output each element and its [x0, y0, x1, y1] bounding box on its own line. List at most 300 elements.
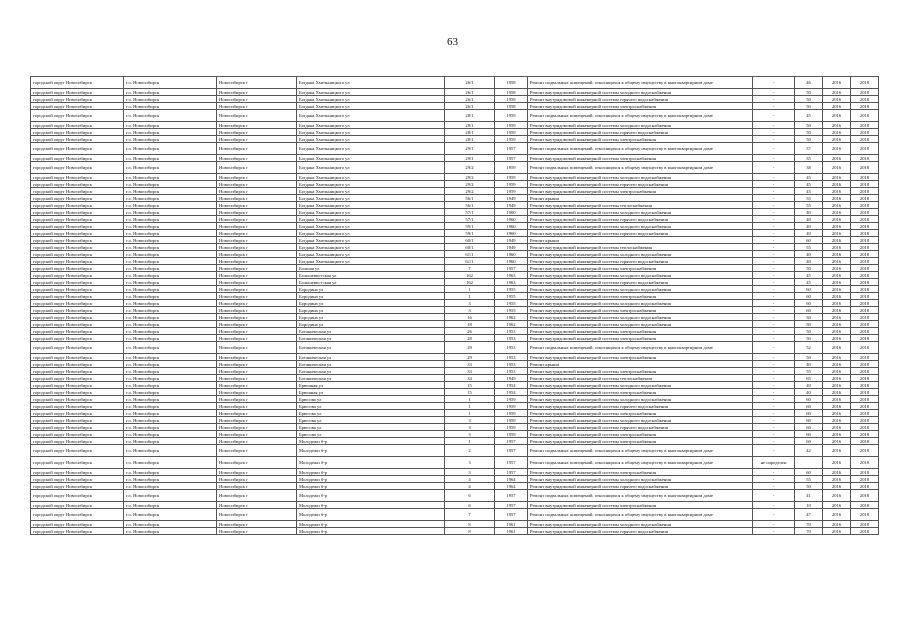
cell-start-year: 2016 [823, 445, 851, 457]
cell-street: Молодежи б-р [297, 521, 445, 528]
cell-locality: Новосибирск г [217, 209, 297, 216]
cell-district: городской округ Новосибирск [31, 300, 124, 307]
cell-end-year: 2018 [851, 424, 879, 431]
cell-street: Ботаническая ул [297, 335, 445, 342]
cell-price: 60 [795, 417, 823, 424]
cell-municipality: г.о. Новосибирск [124, 410, 217, 417]
cell-locality: Новосибирск г [217, 354, 297, 361]
cell-year: 1957 [495, 265, 528, 272]
cell-district: городской округ Новосибирск [31, 77, 124, 89]
cell-year: 1959 [495, 410, 528, 417]
table-row [31, 417, 879, 424]
cell-end-year: 2018 [851, 195, 879, 202]
cell-year: 1960 [495, 223, 528, 230]
cell-end-year: 2018 [851, 143, 879, 155]
cell-municipality: г.о. Новосибирск [124, 136, 217, 143]
cell-units: - [753, 368, 795, 375]
cell-street: Богдана Хмельницкого ул [297, 136, 445, 143]
cell-district: городской округ Новосибирск [31, 389, 124, 396]
cell-locality: Новосибирск г [217, 300, 297, 307]
cell-house: 29/1 [445, 143, 495, 155]
cell-work: Ремонт внутридомовой инженерной системы горячего водоснабжения [528, 279, 753, 286]
cell-work: Ремонт крыши [528, 195, 753, 202]
cell-house: 29/2 [445, 181, 495, 188]
cell-street: Большевистская ул [297, 279, 445, 286]
cell-start-year: 2016 [823, 129, 851, 136]
cell-municipality: г.о. Новосибирск [124, 328, 217, 335]
cell-street: Богдана Хмельницкого ул [297, 202, 445, 209]
cell-start-year: 2016 [823, 188, 851, 195]
cell-year: 1961 [495, 521, 528, 528]
cell-price: 60 [795, 396, 823, 403]
cell-locality: Новосибирск г [217, 342, 297, 354]
cell-municipality: г.о. Новосибирск [124, 307, 217, 314]
cell-start-year: 2016 [823, 202, 851, 209]
cell-year: 1964 [495, 476, 528, 483]
cell-work: Ремонт внутридомовой инженерной системы горячего водоснабжения [528, 528, 753, 535]
cell-start-year: 2016 [823, 209, 851, 216]
cell-municipality: г.о. Новосибирск [124, 300, 217, 307]
table-row [31, 202, 879, 209]
cell-end-year: 2018 [851, 155, 879, 162]
cell-year: 1959 [495, 403, 528, 410]
cell-district: городской округ Новосибирск [31, 174, 124, 181]
cell-street: Ботаническая ул [297, 354, 445, 361]
cell-municipality: г.о. Новосибирск [124, 155, 217, 162]
cell-year: 1959 [495, 396, 528, 403]
cell-price: 55 [795, 195, 823, 202]
cell-municipality: г.о. Новосибирск [124, 502, 217, 509]
cell-end-year: 2018 [851, 258, 879, 265]
cell-street: Богдана Хмельницкого ул [297, 129, 445, 136]
cell-street: Большевистская ул [297, 272, 445, 279]
cell-year: 1957 [495, 502, 528, 509]
cell-year: 1959 [495, 431, 528, 438]
cell-municipality: г.о. Новосибирск [124, 223, 217, 230]
cell-district: городской округ Новосибирск [31, 528, 124, 535]
cell-work: Ремонт внутридомовой инженерной системы холодного водоснабжения [528, 314, 753, 321]
cell-locality: Новосибирск г [217, 382, 297, 389]
cell-locality: Новосибирск г [217, 143, 297, 155]
cell-price: 35 [795, 155, 823, 162]
table-row [31, 237, 879, 244]
cell-locality: Новосибирск г [217, 122, 297, 129]
cell-municipality: г.о. Новосибирск [124, 368, 217, 375]
cell-municipality: г.о. Новосибирск [124, 251, 217, 258]
cell-start-year: 2016 [823, 509, 851, 521]
cell-price: 52 [795, 342, 823, 354]
cell-work: Ремонт подвальных помещений, относящихся к общему имуществу в многоквартирном доме [528, 445, 753, 457]
cell-locality: Новосибирск г [217, 279, 297, 286]
cell-house: 57/1 [445, 216, 495, 223]
cell-street: Богдана Хмельницкого ул [297, 174, 445, 181]
cell-district: городской округ Новосибирск [31, 258, 124, 265]
cell-year: 1949 [495, 202, 528, 209]
cell-district: городской округ Новосибирск [31, 307, 124, 314]
cell-municipality: г.о. Новосибирск [124, 389, 217, 396]
table-row [31, 354, 879, 361]
cell-work: Ремонт внутридомовой инженерной системы электроснабжения [528, 188, 753, 195]
cell-price: 45 [795, 110, 823, 122]
cell-district: городской округ Новосибирск [31, 143, 124, 155]
cell-year: 1955 [495, 307, 528, 314]
cell-price: 50 [795, 103, 823, 110]
cell-work: Ремонт подвальных помещений, относящихся к общему имуществу в многоквартирном доме [528, 77, 753, 89]
cell-price: 70 [795, 521, 823, 528]
table-row [31, 314, 879, 321]
cell-price: 50 [795, 136, 823, 143]
cell-district: городской округ Новосибирск [31, 424, 124, 431]
cell-units: - [753, 202, 795, 209]
cell-work: Ремонт внутридомовой инженерной системы электроснабжения [528, 335, 753, 342]
table-row [31, 286, 879, 293]
cell-locality: Новосибирск г [217, 328, 297, 335]
cell-locality: Новосибирск г [217, 490, 297, 502]
cell-street: Ботаническая ул [297, 368, 445, 375]
cell-work: Ремонт внутридомовой инженерной системы электроснабжения [528, 328, 753, 335]
cell-end-year: 2018 [851, 521, 879, 528]
cell-price: 30 [795, 321, 823, 328]
cell-price: 40 [795, 230, 823, 237]
cell-house: 33 [445, 368, 495, 375]
cell-price: 40 [795, 258, 823, 265]
cell-work: Ремонт внутридомовой инженерной системы горячего водоснабжения [528, 216, 753, 223]
cell-year: 1959 [495, 174, 528, 181]
table-row [31, 258, 879, 265]
cell-end-year: 2018 [851, 528, 879, 535]
cell-units: - [753, 335, 795, 342]
cell-district: городской округ Новосибирск [31, 181, 124, 188]
cell-street: Молодежи б-р [297, 528, 445, 535]
cell-units: - [753, 223, 795, 230]
cell-start-year: 2016 [823, 502, 851, 509]
cell-municipality: г.о. Новосибирск [124, 438, 217, 445]
cell-municipality: г.о. Новосибирск [124, 77, 217, 89]
cell-locality: Новосибирск г [217, 216, 297, 223]
table-row [31, 431, 879, 438]
cell-work: Ремонт внутридомовой инженерной системы горячего водоснабжения [528, 424, 753, 431]
table-row [31, 509, 879, 521]
cell-locality: Новосибирск г [217, 335, 297, 342]
cell-district: городской округ Новосибирск [31, 230, 124, 237]
cell-house: 56/1 [445, 202, 495, 209]
cell-street: Молодежи б-р [297, 490, 445, 502]
cell-price: 50 [795, 335, 823, 342]
cell-year: 1957 [495, 445, 528, 457]
cell-year: 1960 [495, 230, 528, 237]
cell-district: городской округ Новосибирск [31, 502, 124, 509]
cell-municipality: г.о. Новосибирск [124, 521, 217, 528]
cell-district: городской округ Новосибирск [31, 237, 124, 244]
cell-price: 50 [795, 96, 823, 103]
cell-house: 29 [445, 354, 495, 361]
cell-district: городской округ Новосибирск [31, 110, 124, 122]
cell-municipality: г.о. Новосибирск [124, 457, 217, 469]
cell-year: 1962 [495, 321, 528, 328]
cell-work: Ремонт внутридомовой инженерной системы электроснабжения [528, 293, 753, 300]
cell-units: - [753, 209, 795, 216]
cell-district: городской округ Новосибирск [31, 361, 124, 368]
cell-price: 45 [795, 174, 823, 181]
cell-start-year: 2016 [823, 155, 851, 162]
table-row [31, 174, 879, 181]
cell-district: городской округ Новосибирск [31, 342, 124, 354]
cell-house: 29/2 [445, 174, 495, 181]
cell-end-year: 2018 [851, 96, 879, 103]
cell-end-year: 2018 [851, 122, 879, 129]
table-row [31, 445, 879, 457]
cell-house: 3 [445, 417, 495, 424]
cell-house: 28/1 [445, 129, 495, 136]
cell-work: Ремонт внутридомовой инженерной системы электроснабжения [528, 368, 753, 375]
cell-municipality: г.о. Новосибирск [124, 483, 217, 490]
cell-end-year: 2018 [851, 279, 879, 286]
cell-year: 1955 [495, 293, 528, 300]
cell-municipality: г.о. Новосибирск [124, 258, 217, 265]
cell-street: Богдана Хмельницкого ул [297, 103, 445, 110]
cell-price: 60 [795, 300, 823, 307]
cell-start-year: 2016 [823, 410, 851, 417]
cell-units: - [753, 293, 795, 300]
cell-work: Ремонт внутридомовой инженерной системы горячего водоснабжения [528, 96, 753, 103]
cell-units: - [753, 476, 795, 483]
cell-municipality: г.о. Новосибирск [124, 279, 217, 286]
cell-units: - [753, 361, 795, 368]
cell-year: 1958 [495, 77, 528, 89]
cell-start-year: 2016 [823, 300, 851, 307]
table-row [31, 181, 879, 188]
cell-locality: Новосибирск г [217, 431, 297, 438]
cell-municipality: г.о. Новосибирск [124, 216, 217, 223]
table-row [31, 195, 879, 202]
cell-start-year: 2016 [823, 162, 851, 174]
cell-year: 1957 [495, 155, 528, 162]
cell-municipality: г.о. Новосибирск [124, 335, 217, 342]
cell-units: - [753, 162, 795, 174]
cell-end-year: 2018 [851, 509, 879, 521]
cell-start-year: 2016 [823, 342, 851, 354]
cell-district: городской округ Новосибирск [31, 445, 124, 457]
cell-locality: Новосибирск г [217, 77, 297, 89]
cell-work: Ремонт внутридомовой инженерной системы теплоснабжения [528, 244, 753, 251]
cell-street: Богдана Хмельницкого ул [297, 209, 445, 216]
cell-house: 33 [445, 361, 495, 368]
cell-end-year: 2018 [851, 410, 879, 417]
cell-end-year: 2018 [851, 328, 879, 335]
cell-units: - [753, 244, 795, 251]
cell-house: 26/1 [445, 96, 495, 103]
cell-start-year: 2016 [823, 103, 851, 110]
cell-street: Богдана Хмельницкого ул [297, 110, 445, 122]
cell-end-year: 2018 [851, 361, 879, 368]
cell-units: - [753, 96, 795, 103]
cell-locality: Новосибирск г [217, 286, 297, 293]
cell-units: - [753, 328, 795, 335]
table-row [31, 136, 879, 143]
table-row [31, 244, 879, 251]
cell-locality: Новосибирск г [217, 521, 297, 528]
cell-district: городской округ Новосибирск [31, 251, 124, 258]
cell-end-year: 2018 [851, 188, 879, 195]
cell-district: городской округ Новосибирск [31, 375, 124, 382]
cell-end-year: 2018 [851, 110, 879, 122]
cell-units: - [753, 155, 795, 162]
cell-house: 15 [445, 389, 495, 396]
cell-work: Ремонт внутридомовой инженерной системы холодного водоснабжения [528, 272, 753, 279]
cell-price: 45 [795, 272, 823, 279]
cell-municipality: г.о. Новосибирск [124, 174, 217, 181]
table-row [31, 110, 879, 122]
cell-municipality: г.о. Новосибирск [124, 195, 217, 202]
cell-house: 2 [445, 445, 495, 457]
table-row [31, 438, 879, 445]
cell-work: Ремонт внутридомовой инженерной системы теплоснабжения [528, 202, 753, 209]
cell-house: 28/1 [445, 136, 495, 143]
cell-district: городской округ Новосибирск [31, 521, 124, 528]
cell-price: 60 [795, 237, 823, 244]
table-row [31, 361, 879, 368]
cell-house: 4 [445, 476, 495, 483]
cell-work: Ремонт внутридомовой инженерной системы холодного водоснабжения [528, 223, 753, 230]
cell-price: 30 [795, 314, 823, 321]
cell-year: 1959 [495, 424, 528, 431]
page-number: 63 [447, 36, 458, 48]
cell-district: городской округ Новосибирск [31, 410, 124, 417]
cell-start-year: 2016 [823, 216, 851, 223]
cell-street: Бородина ул [297, 286, 445, 293]
cell-work: Ремонт подвальных помещений, относящихся к общему имуществу в многоквартирном доме [528, 162, 753, 174]
cell-district: городской округ Новосибирск [31, 483, 124, 490]
cell-year: 1963 [495, 279, 528, 286]
cell-house: 56/1 [445, 195, 495, 202]
table-row [31, 293, 879, 300]
cell-street: Богдана Хмельницкого ул [297, 223, 445, 230]
cell-street: Ботаническая ул [297, 361, 445, 368]
cell-house: 60/1 [445, 237, 495, 244]
cell-year: 1955 [495, 300, 528, 307]
cell-work: Ремонт подвальных помещений, относящихся к общему имуществу в многоквартирном доме [528, 457, 753, 469]
cell-house: 61/1 [445, 251, 495, 258]
cell-units: - [753, 469, 795, 476]
cell-street: Молодежи б-р [297, 445, 445, 457]
cell-locality: Новосибирск г [217, 457, 297, 469]
cell-year: 1959 [495, 129, 528, 136]
table-row [31, 476, 879, 483]
cell-year: 1959 [495, 417, 528, 424]
cell-end-year: 2018 [851, 403, 879, 410]
cell-end-year: 2018 [851, 490, 879, 502]
cell-work: Ремонт внутридомовой инженерной системы электроснабжения [528, 307, 753, 314]
cell-municipality: г.о. Новосибирск [124, 445, 217, 457]
cell-start-year: 2016 [823, 375, 851, 382]
cell-price: 50 [795, 89, 823, 96]
cell-house: 1 [445, 396, 495, 403]
works-table-container [30, 76, 878, 535]
cell-work: Ремонт внутридомовой инженерной системы электроснабжения [528, 389, 753, 396]
cell-end-year: 2018 [851, 335, 879, 342]
cell-start-year: 2016 [823, 335, 851, 342]
cell-district: городской округ Новосибирск [31, 96, 124, 103]
cell-locality: Новосибирск г [217, 314, 297, 321]
cell-start-year: 2016 [823, 293, 851, 300]
cell-street: Богдана Хмельницкого ул [297, 122, 445, 129]
cell-start-year: 2016 [823, 265, 851, 272]
table-row [31, 342, 879, 354]
cell-price: 50 [795, 328, 823, 335]
cell-house: 1 [445, 293, 495, 300]
cell-start-year: 2016 [823, 195, 851, 202]
cell-end-year: 2018 [851, 77, 879, 89]
cell-price: 60 [795, 424, 823, 431]
cell-street: Молодежи б-р [297, 469, 445, 476]
cell-work: Ремонт внутридомовой инженерной системы электроснабжения [528, 155, 753, 162]
cell-street: Брюсова ул [297, 403, 445, 410]
cell-end-year: 2018 [851, 502, 879, 509]
cell-locality: Новосибирск г [217, 528, 297, 535]
table-row [31, 382, 879, 389]
cell-house: 8 [445, 521, 495, 528]
cell-district: городской округ Новосибирск [31, 431, 124, 438]
cell-district: городской округ Новосибирск [31, 438, 124, 445]
cell-price [795, 457, 823, 469]
table-row [31, 209, 879, 216]
cell-district: городской округ Новосибирск [31, 279, 124, 286]
cell-district: городской округ Новосибирск [31, 417, 124, 424]
cell-price: 38 [795, 162, 823, 174]
cell-year: 1959 [495, 110, 528, 122]
cell-house: 1 [445, 286, 495, 293]
cell-price: 55 [795, 476, 823, 483]
cell-house: 28 [445, 335, 495, 342]
cell-year: 1957 [495, 469, 528, 476]
cell-street: Богдана Хмельницкого ул [297, 188, 445, 195]
cell-year: 1960 [495, 209, 528, 216]
cell-year: 1963 [495, 272, 528, 279]
cell-municipality: г.о. Новосибирск [124, 286, 217, 293]
cell-municipality: г.о. Новосибирск [124, 265, 217, 272]
cell-street: Молодежи б-р [297, 457, 445, 469]
cell-street: Богдана Хмельницкого ул [297, 96, 445, 103]
cell-district: городской округ Новосибирск [31, 195, 124, 202]
cell-end-year: 2018 [851, 181, 879, 188]
cell-end-year: 2018 [851, 293, 879, 300]
cell-price: 40 [795, 382, 823, 389]
cell-municipality: г.о. Новосибирск [124, 293, 217, 300]
cell-end-year: 2018 [851, 286, 879, 293]
cell-street: Брюшная ул [297, 382, 445, 389]
cell-district: городской округ Новосибирск [31, 188, 124, 195]
cell-municipality: г.о. Новосибирск [124, 89, 217, 96]
cell-house: 28/1 [445, 122, 495, 129]
cell-house: 16 [445, 314, 495, 321]
cell-street: Брюсова ул [297, 396, 445, 403]
cell-work: Ремонт внутридомовой инженерной системы холодного водоснабжения [528, 209, 753, 216]
cell-start-year: 2016 [823, 389, 851, 396]
cell-start-year: 2016 [823, 307, 851, 314]
cell-start-year: 2016 [823, 321, 851, 328]
cell-end-year: 2018 [851, 216, 879, 223]
cell-work: Ремонт подвальных помещений, относящихся к общему имуществу в многоквартирном доме [528, 143, 753, 155]
table-row [31, 396, 879, 403]
cell-street: Молодежи б-р [297, 502, 445, 509]
cell-district: городской округ Новосибирск [31, 396, 124, 403]
cell-price: 60 [795, 469, 823, 476]
cell-district: городской округ Новосибирск [31, 476, 124, 483]
cell-locality: Новосибирск г [217, 483, 297, 490]
cell-district: городской округ Новосибирск [31, 89, 124, 96]
cell-district: городской округ Новосибирск [31, 335, 124, 342]
cell-work: Ремонт внутридомовой инженерной системы холодного водоснабжения [528, 476, 753, 483]
